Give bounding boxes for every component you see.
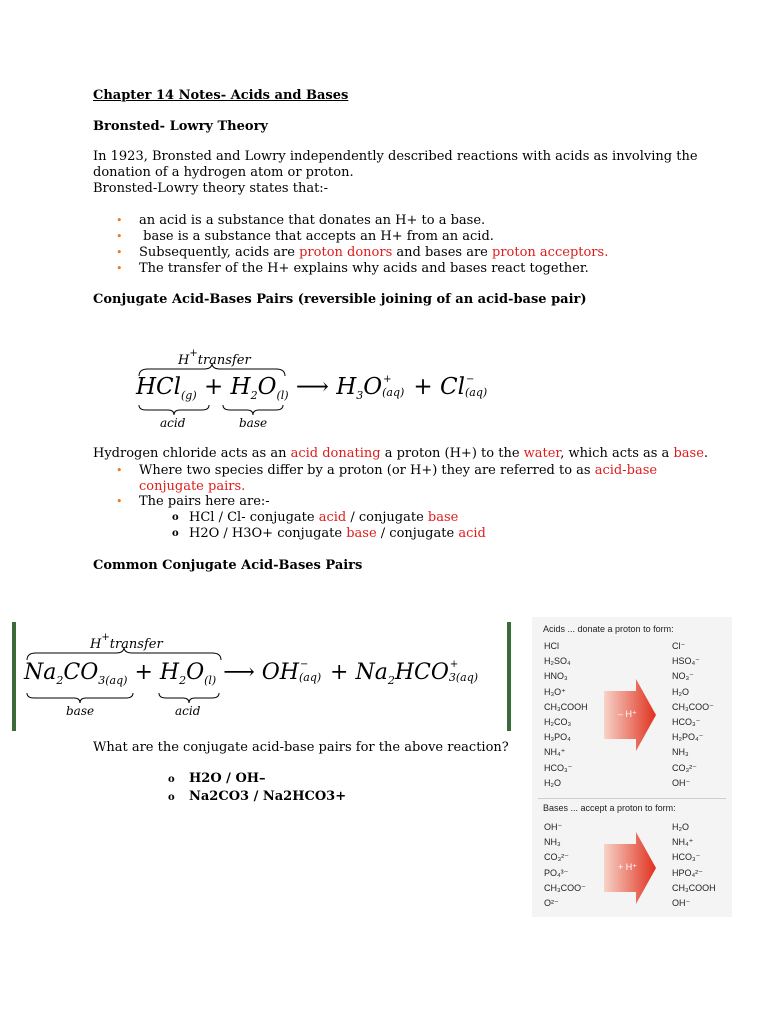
species-bullet: Where two species differ by a proton (or H+) they are referred to as acid-base [139,463,658,478]
list-item: CH₃COO⁻ [672,701,714,712]
base-conjugates-list [672,820,716,911]
circle-bullet-icon: o [172,512,179,523]
pairs-here: The pairs here are:- [139,494,270,509]
acids-list [544,639,588,791]
left-green-bar [12,622,16,731]
bases-heading: Bases ... accept a proton to form: [543,803,676,813]
list-item: NH₃ [544,837,561,848]
list-item: CH₃COOH [544,701,588,712]
acid-brace [158,692,220,704]
equation-sodium-carbonate: H+transfer $Na_2CO_{3(aq)} + H_2O_{(l)}$ ⟶ OH − (aq) + $Na_2HCO$ + 3(aq) base acid [24,632,479,718]
list-item: HCl [544,641,559,651]
list-item: HCO₃⁻ [672,716,701,727]
list-item: HPO₄²⁻ [672,867,703,878]
list-item: H₂PO₄⁻ [672,732,704,743]
answer-2: Na2CO3 / Na2HCO3+ [189,789,347,804]
list-item: O²⁻ [544,897,559,908]
acids-heading: Acids ... donate a proton to form: [543,624,674,634]
acid-conjugates-list [672,639,714,791]
conjugate-heading: Conjugate Acid-Bases Pairs (reversible joining of an acid-base pair) [93,292,587,307]
circle-bullet-icon: o [172,528,179,539]
list-item: PO₄³⁻ [544,867,569,878]
arrow1-label: – H⁺ [618,709,637,719]
species-bullet-cont: conjugate pairs. [139,479,246,494]
page-title: Chapter 14 Notes- Acids and Bases [93,88,349,103]
equation-hcl-water: H+transfer $HCl_{(g)} + H_2O_{(l)}$ ⟶ $H_3O$ + (aq) + Cl − (aq) acid base [136,348,488,430]
acid-brace [138,404,210,416]
answer-1: H2O / OH– [189,771,266,786]
list-item: NH₄⁺ [544,747,566,758]
bullet-text-3: Subsequently, acids are proton donors and bases are proton acceptors. [139,245,609,260]
bullet-icon: • [116,262,123,275]
bronsted-heading: Bronsted- Lowry Theory [93,119,268,134]
circle-bullet-icon: o [168,792,175,803]
bullet-icon: • [116,214,123,227]
list-item: H₂O [672,686,689,697]
hcl-description: Hydrogen chloride acts as an acid donating a proton (H+) to the water, which acts as a base. [93,446,709,461]
intro-line-1: In 1923, Bronsted and Lowry independently described reactions with acids as involving the [93,149,698,164]
list-item: H₂SO₄ [544,656,571,667]
theory-states: Bronsted-Lowry theory states that:- [93,181,329,196]
list-item: HSO₄⁻ [672,656,700,667]
pair-2: H2O / H3O+ conjugate base / conjugate acid [189,526,486,541]
bullet-icon: • [116,246,123,259]
circle-bullet-icon: o [168,774,175,785]
acid-label: acid [175,704,201,718]
bullet-icon: • [116,464,123,477]
list-item: OH⁻ [672,897,691,908]
base-brace [26,692,134,704]
bullet-text-4: The transfer of the H+ explains why acids and bases react together. [139,261,589,276]
bullet-text-1: an acid is a substance that donates an H+ to a base. [139,213,486,228]
list-item: NH₄⁺ [672,837,694,848]
list-item: CO₃²⁻ [544,852,569,863]
acid-label: acid [160,416,186,430]
bases-list [544,820,586,911]
conjugate-pairs-figure [532,617,732,917]
list-item: H₂O [544,777,561,788]
base-label: base [66,704,95,718]
list-item: CH₃COO⁻ [544,882,586,893]
list-item: CO₃²⁻ [672,762,697,773]
bullet-icon: • [116,495,123,508]
right-green-bar [507,622,511,731]
list-item: HCO₃⁻ [544,762,573,773]
figure-divider [538,798,726,799]
list-item: H₂O [672,822,689,832]
list-item: NH₃ [672,747,689,758]
list-item: H₂CO₃ [544,716,572,727]
list-item: Cl⁻ [672,641,686,651]
list-item: OH⁻ [672,777,691,788]
base-label: base [239,416,268,430]
question: What are the conjugate acid-base pairs for the above reaction? [93,740,509,755]
bullet-text-2: base is a substance that accepts an H+ from an acid. [139,229,494,244]
list-item: HCO₃⁻ [672,852,701,863]
list-item: HNO₃ [544,671,568,682]
bullet-icon: • [116,230,123,243]
list-item: H₃PO₄ [544,732,571,743]
list-item: CH₃COOH [672,882,716,893]
pair-1: HCl / Cl- conjugate acid / conjugate base [189,510,459,525]
base-brace [222,404,284,416]
common-heading: Common Conjugate Acid-Bases Pairs [93,558,363,573]
intro-line-2: donation of a hydrogen atom or proton. [93,165,354,180]
list-item: NO₃⁻ [672,671,694,682]
arrow2-label: + H⁺ [618,862,638,872]
list-item: OH⁻ [544,822,563,832]
list-item: H₃O⁺ [544,686,566,697]
